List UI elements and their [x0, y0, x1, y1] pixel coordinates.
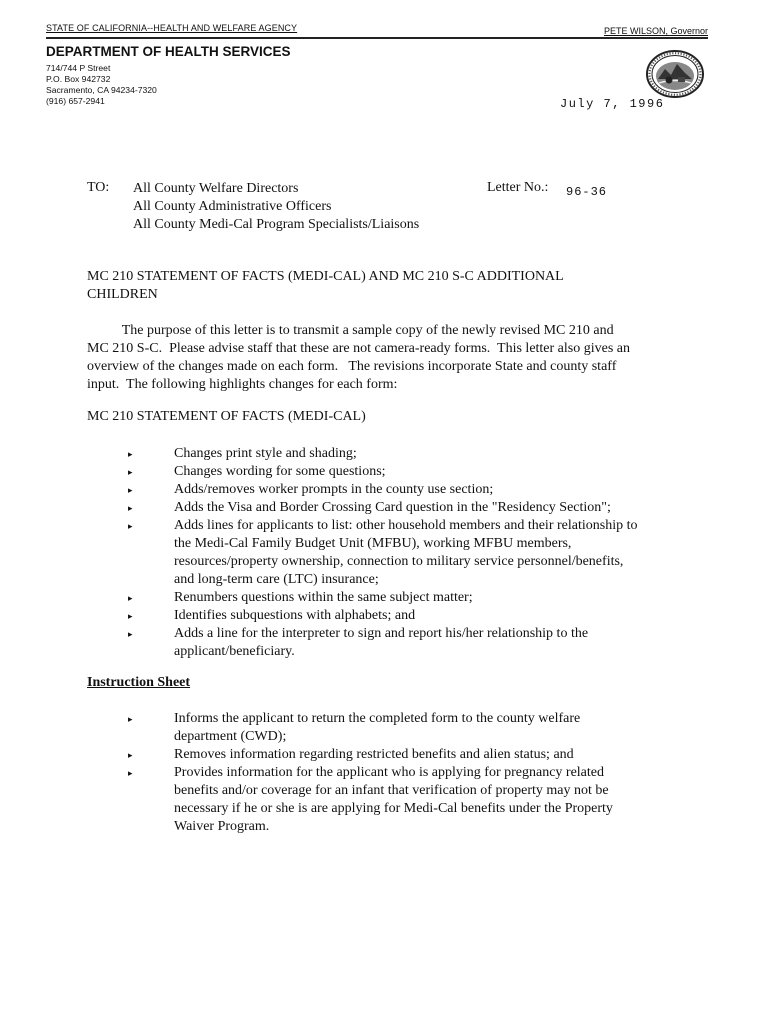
header-rule	[46, 37, 708, 39]
list-item	[128, 589, 688, 607]
list-item-text: Provides information for the applicant who is applying for pregnancy related	[174, 765, 604, 780]
instruction-sheet-change-list	[128, 710, 688, 836]
list-item	[128, 607, 688, 625]
subject-line: CHILDREN	[87, 287, 158, 302]
list-item-text: Renumbers questions within the same subject matter;	[174, 590, 473, 605]
list-item-text: Changes wording for some questions;	[174, 464, 386, 479]
bullet-arrow-icon: ▸	[128, 629, 133, 639]
list-item-text: Waiver Program.	[174, 819, 270, 834]
list-item-text: Adds lines for applicants to list: other household members and their relationship to	[174, 518, 638, 533]
recipient-list	[133, 180, 419, 234]
list-item	[128, 463, 688, 481]
address-line: P.O. Box 942732	[46, 74, 111, 84]
list-item	[128, 764, 688, 836]
intro-paragraph	[87, 322, 687, 394]
subject-line: MC 210 STATEMENT OF FACTS (MEDI-CAL) AND MC 210 S-C ADDITIONAL	[87, 269, 564, 284]
list-item	[128, 445, 688, 463]
letter-number: 96-36	[566, 185, 608, 199]
bullet-arrow-icon: ▸	[128, 467, 133, 477]
to-label: TO:	[87, 180, 110, 195]
bullet-arrow-icon: ▸	[128, 768, 133, 778]
list-item	[128, 481, 688, 499]
list-item	[128, 710, 688, 746]
address-line: (916) 657-2941	[46, 96, 105, 106]
recipient: All County Medi-Cal Program Specialists/Liaisons	[133, 217, 420, 232]
bullet-arrow-icon: ▸	[128, 593, 133, 603]
paragraph-line: overview of the changes made on each form. The revisions incorporate State and county staff	[87, 359, 617, 374]
list-item-text: Changes print style and shading;	[174, 446, 357, 461]
list-item-text: department (CWD);	[174, 729, 287, 744]
recipient: All County Administrative Officers	[133, 199, 332, 214]
recipient: All County Welfare Directors	[133, 181, 299, 196]
state-seal-icon	[645, 49, 705, 99]
list-item-text: the Medi-Cal Family Budget Unit (MFBU), working MFBU members,	[174, 536, 572, 551]
list-item-text: Identifies subquestions with alphabets; and	[174, 608, 416, 623]
department-name: DEPARTMENT OF HEALTH SERVICES	[46, 44, 291, 59]
bullet-arrow-icon: ▸	[128, 750, 133, 760]
mc210-change-list	[128, 445, 688, 661]
list-item-text: Adds/removes worker prompts in the county use section;	[174, 482, 494, 497]
letter-number-label: Letter No.:	[487, 180, 549, 195]
paragraph-line: MC 210 S-C. Please advise staff that these are not camera-ready forms. This letter also gives an	[87, 341, 630, 356]
list-item	[128, 746, 688, 764]
list-item	[128, 625, 688, 661]
section-heading-mc210: MC 210 STATEMENT OF FACTS (MEDI-CAL)	[87, 409, 366, 424]
letter-date: July 7, 1996	[560, 97, 665, 111]
list-item-text: Adds the Visa and Border Crossing Card question in the "Residency Section";	[174, 500, 611, 515]
bullet-arrow-icon: ▸	[128, 503, 133, 513]
list-item-text: resources/property ownership, connection to military service personnel/benefits,	[174, 554, 624, 569]
list-item-text: Adds a line for the interpreter to sign and report his/her relationship to the	[174, 626, 589, 641]
paragraph-line: input. The following highlights changes for each form:	[87, 377, 398, 392]
section-heading-instruction-sheet: Instruction Sheet	[87, 675, 191, 690]
bullet-arrow-icon: ▸	[128, 714, 133, 724]
list-item	[128, 517, 688, 589]
bullet-arrow-icon: ▸	[128, 611, 133, 621]
agency-line: STATE OF CALIFORNIA--HEALTH AND WELFARE AGENCY	[46, 23, 298, 33]
list-item-text: Removes information regarding restricted benefits and alien status; and	[174, 747, 574, 762]
list-item-text: applicant/beneficiary.	[174, 644, 295, 659]
bullet-arrow-icon: ▸	[128, 485, 133, 495]
list-item-text: Informs the applicant to return the completed form to the county welfare	[174, 711, 581, 726]
subject-heading	[87, 268, 647, 304]
address-line: 714/744 P Street	[46, 63, 111, 73]
paragraph-line: The purpose of this letter is to transmit a sample copy of the newly revised MC 210 and	[87, 323, 614, 338]
address-line: Sacramento, CA 94234-7320	[46, 85, 157, 95]
list-item	[128, 499, 688, 517]
governor-line: PETE WILSON, Governor	[603, 26, 708, 36]
list-item-text: and long-term care (LTC) insurance;	[174, 572, 379, 587]
bullet-arrow-icon: ▸	[128, 449, 133, 459]
list-item-text: benefits and/or coverage for an infant that verification of property may not be	[174, 783, 609, 798]
list-item-text: necessary if he or she is are applying for Medi-Cal benefits under the Property	[174, 801, 613, 816]
department-address	[46, 63, 157, 107]
bullet-arrow-icon: ▸	[128, 521, 133, 531]
